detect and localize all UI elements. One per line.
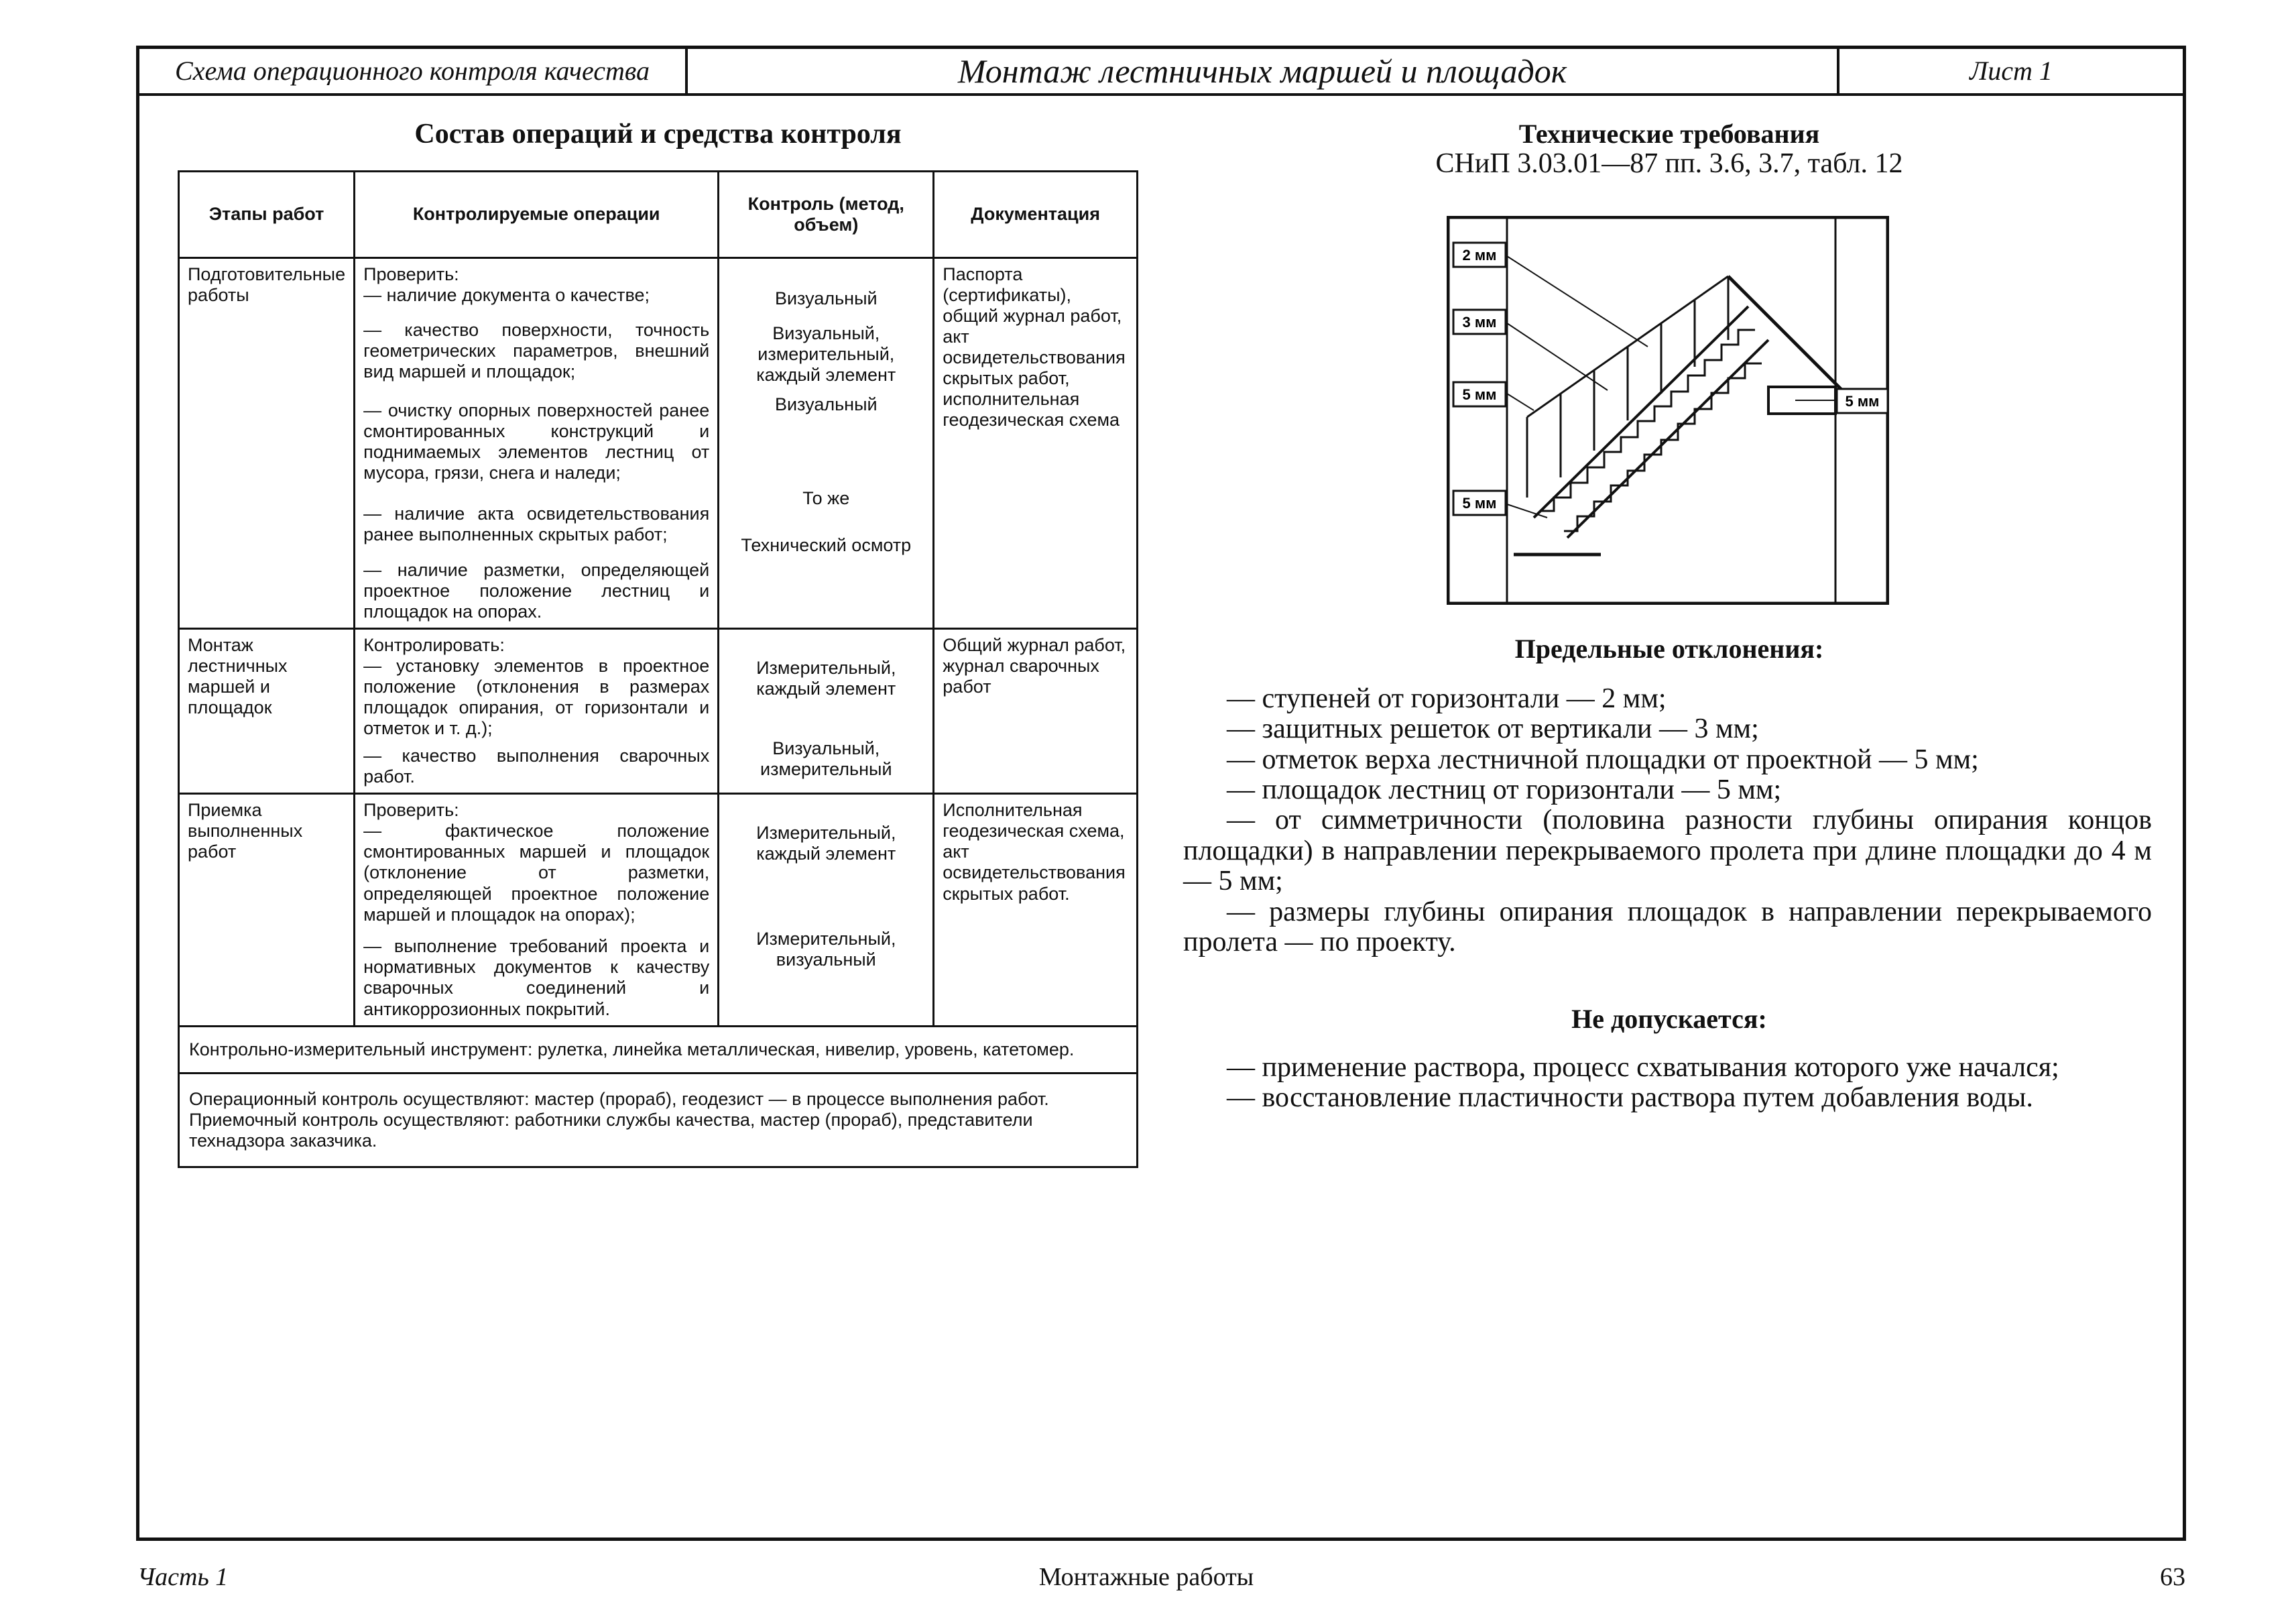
control-method: Измерительный, каждый элемент (756, 658, 896, 699)
operations-cell (355, 629, 719, 794)
documentation-cell: Исполнительная геодезическая схема, акт освидетельствования скрытых работ. (934, 794, 1138, 1026)
left-section-title: Состав операций и средства контроля (414, 119, 902, 150)
operation-item: — наличие акта освидетельствования ранее выполненных скрытых работ; (363, 504, 710, 545)
header-work-title: Монтаж лестничных маршей и площадок (688, 49, 1839, 93)
limit-deviations-list (1183, 684, 2152, 958)
operation-item: — качество поверхности, точность геометрических параметров, внешний вид маршей и площадок; (363, 320, 710, 382)
deviation-label (1453, 310, 1506, 334)
operations-intro: Проверить: (363, 800, 459, 821)
sheet-header (139, 49, 2183, 96)
operation-item: — установку элементов в проектное положение (отклонения в размерах площадок опирания, от горизонтали и отметок и т. д.); (363, 656, 710, 739)
operations-intro: Контролировать: (363, 635, 505, 656)
deviation-label (1453, 491, 1506, 515)
acceptance-control-text: Приемочный контроль осуществляют: работники службы качества, мастер (прораб), представители технадзора заказчика. (189, 1109, 1033, 1151)
operations-intro: Проверить: (363, 264, 459, 284)
operations-cell (355, 794, 719, 1026)
list-item: — защитных решеток от вертикали — 3 мм; (1227, 713, 1759, 745)
deviation-label (1453, 382, 1506, 406)
page-number: 63 (2160, 1563, 2185, 1591)
forbidden-title: Не допускается: (1571, 1004, 1767, 1034)
svg-text:2 мм: 2 мм (1462, 247, 1497, 264)
svg-text:5 мм: 5 мм (1462, 386, 1497, 403)
operation-item: — выполнение требований проекта и нормативных документов к качеству сварочных соединений и антикоррозионных покрытий. (363, 936, 710, 1019)
control-method: То же (802, 488, 850, 508)
table-row (179, 1026, 1138, 1073)
column-header: Этапы работ (179, 172, 355, 258)
control-method: Визуальный (774, 288, 878, 308)
deviation-label (1837, 389, 1888, 413)
footer-section: Монтажные работы (1038, 1563, 1254, 1591)
table-row (179, 794, 1138, 1026)
limit-deviations-title: Предельные отклонения: (1514, 634, 1824, 664)
table-row (179, 1073, 1138, 1167)
stage-cell: Подготовительные работы (179, 258, 355, 629)
control-method: Визуальный, измерительный (760, 738, 892, 780)
column-header: Контролируемые операции (355, 172, 719, 258)
svg-text:5 мм: 5 мм (1845, 393, 1880, 410)
control-method: Технический осмотр (741, 535, 912, 555)
tech-requirements-reference: СНиП 3.03.01—87 пп. 3.6, 3.7, табл. 12 (1435, 148, 1903, 179)
table-row (179, 258, 1138, 629)
control-method: Визуальный (774, 394, 878, 414)
operations-table (178, 170, 1138, 1168)
operation-item: — очистку опорных поверхностей ранее смонтированных конструкций и поднимаемых элементов лестниц от мусора, грязи, снега и наледи; (363, 400, 710, 483)
header-sheet-number: Лист 1 (1970, 56, 2053, 86)
control-responsibility-cell (179, 1073, 1138, 1167)
stage-cell: Монтаж лестничных маршей и площадок (179, 629, 355, 794)
operation-item: — наличие разметки, определяющей проектное положение лестниц и площадок на опорах. (363, 560, 710, 622)
staircase-diagram (1447, 216, 1889, 605)
list-item: — отметок верха лестничной площадки от проектной — 5 мм; (1227, 744, 1979, 775)
operation-item: — наличие документа о качестве; (363, 285, 650, 306)
control-method: Измерительный, визуальный (756, 929, 896, 970)
list-item: — применение раствора, процесс схватывания которого уже начался; (1227, 1052, 2059, 1083)
control-cell (719, 794, 934, 1026)
svg-text:5 мм: 5 мм (1462, 495, 1497, 512)
operations-cell (355, 258, 719, 629)
instruments-cell: Контрольно-измерительный инструмент: рулетка, линейка металлическая, нивелир, уровень, катетомер. (179, 1026, 1138, 1073)
list-item: — размеры глубины опирания площадок в направлении перекрываемого пролета — по проекту. (1183, 896, 2152, 958)
list-item: — ступеней от горизонтали — 2 мм; (1227, 683, 1667, 714)
documentation-cell: Общий журнал работ, журнал сварочных работ (934, 629, 1138, 794)
documentation-cell: Паспорта (сертификаты), общий журнал работ, акт освидетельствования скрытых работ, исполнительная геодезическая схема (934, 258, 1138, 629)
list-item: — площадок лестниц от горизонтали — 5 мм; (1227, 774, 1782, 806)
svg-text:3 мм: 3 мм (1462, 314, 1497, 331)
table-row (179, 629, 1138, 794)
tech-requirements-title: Технические требования (1518, 119, 1820, 149)
forbidden-list (1227, 1053, 2152, 1114)
control-cell (719, 258, 934, 629)
list-item: — восстановление пластичности раствора путем добавления воды. (1227, 1082, 2033, 1114)
column-header: Контроль (метод, объем) (719, 172, 934, 258)
stage-cell: Приемка выполненных работ (179, 794, 355, 1026)
operational-control-text: Операционный контроль осуществляют: мастер (прораб), геодезист — в процессе выполнения работ. (189, 1088, 1049, 1109)
control-method: Измерительный, каждый элемент (756, 823, 896, 864)
header-scheme-title: Схема операционного контроля качества (139, 49, 688, 93)
list-item: — от симметричности (половина разности глубины опирания концов площадки) в направлении перекрываемого пролета при длине площадки до 4 м — 5 мм; (1183, 805, 2152, 897)
control-cell (719, 629, 934, 794)
operation-item: — качество выполнения сварочных работ. (363, 746, 710, 787)
operation-item: — фактическое положение смонтированных маршей и площадок (отклонение от разметки, определяющей проектное положение маршей и площадок на опорах); (363, 821, 710, 925)
column-header: Документация (934, 172, 1138, 258)
footer-part: Часть 1 (137, 1563, 229, 1591)
control-method: Визуальный, измерительный, каждый элемент (756, 323, 896, 386)
deviation-label (1453, 243, 1506, 267)
table-header-row (179, 172, 1138, 258)
